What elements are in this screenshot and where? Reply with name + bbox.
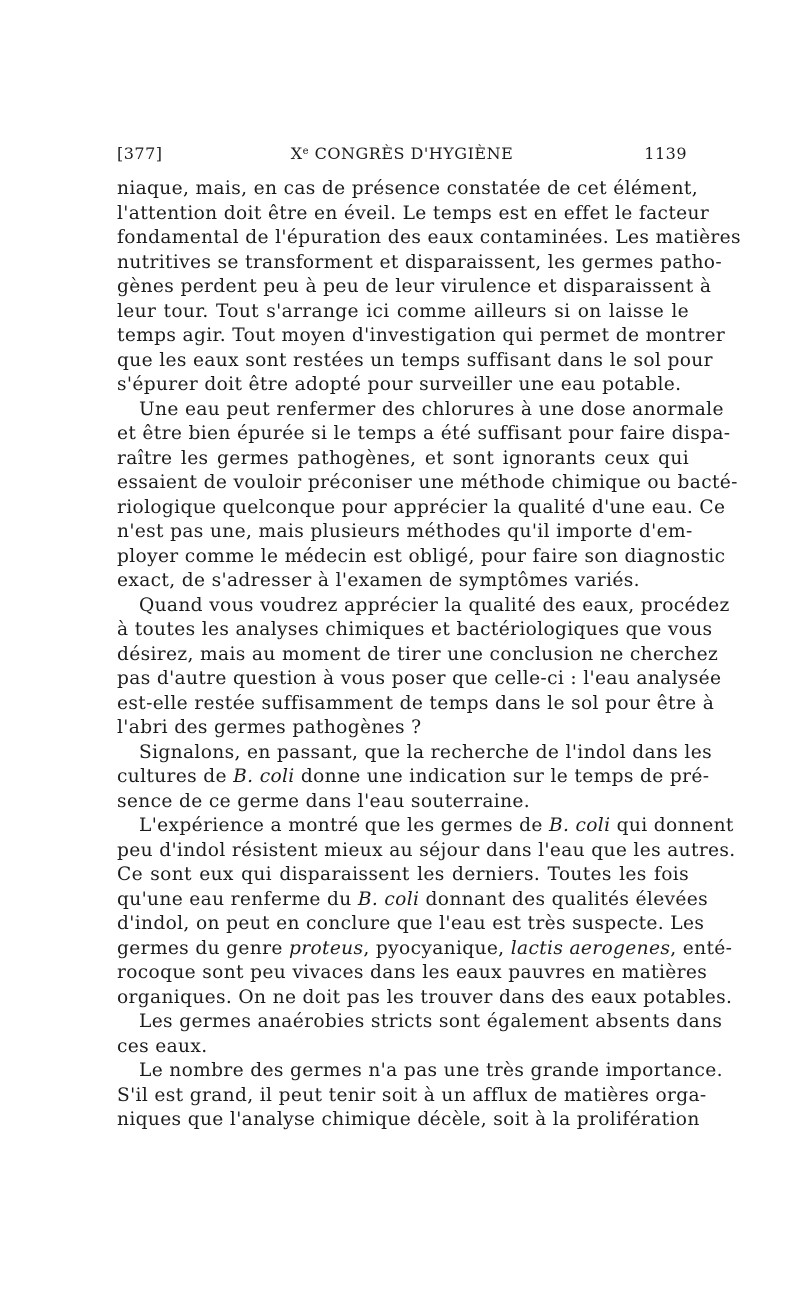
running-header [117, 144, 687, 168]
text-line: Signalons, en passant, que la recherche de l'indol dans les [139, 741, 712, 763]
body-text [117, 177, 741, 1133]
text-line: rocoque sont peu vivaces dans les eaux pauvres en matières [117, 962, 708, 983]
text-line: exact, de s'adresser à l'examen de symptômes variés. [117, 570, 640, 591]
text-line: n'est pas une, mais plusieurs méthodes qu'il importe d'em- [117, 521, 693, 542]
text-line: l'abri des germes pathogènes ? [117, 717, 422, 738]
text-line: ces eaux. [117, 1035, 208, 1057]
text-line: Le nombre des germes n'a pas une très grande importance. [139, 1060, 723, 1081]
running-title-text: CONGRÈS D'HYGIÈNE [309, 144, 514, 163]
text-line: Une eau peut renfermer des chlorures à une dose anormale [139, 398, 724, 420]
running-title-prefix: X [290, 144, 303, 163]
page-number: 1139 [644, 144, 687, 163]
text-line: Ce sont eux qui disparaissent les derniers. Toutes les fois [117, 864, 689, 885]
text-line: gènes perdent peu à peu de leur virulence et disparaissent à [117, 276, 712, 297]
text-line: leur tour. Tout s'arrange ici comme ailleurs si on laisse le [117, 300, 689, 322]
text-line: l'attention doit être en éveil. Le temps est en effet le facteur [117, 202, 710, 224]
text-line: et être bien épurée si le temps a été suffisant pour faire dispa- [117, 423, 731, 444]
text-line: désirez, mais au moment de tirer une conclusion ne cherchez [117, 643, 719, 665]
text-line: cultures de B. coli donne une indication sur le temps de pré- [117, 766, 710, 787]
text-line: essaient de vouloir préconiser une méthode chimique ou bacté- [117, 472, 738, 493]
bracket-page-number: [377] [117, 144, 163, 163]
text-line: S'il est grand, il peut tenir soit à un afflux de matières orga- [117, 1084, 707, 1106]
text-line: temps agir. Tout moyen d'investigation qui permet de montrer [117, 325, 726, 346]
text-line: ployer comme le médecin est obligé, pour faire son diagnostic [117, 545, 726, 567]
text-line: pas d'autre question à vous poser que celle-ci : l'eau analysée [117, 668, 722, 689]
text-line: qu'une eau renferme du B. coli donnant des qualités élevées [117, 888, 708, 910]
running-title-superscript: e [302, 146, 310, 157]
text-line: s'épurer doit être adopté pour surveiller une eau potable. [117, 374, 682, 395]
text-line: est-elle restée suffisamment de temps dans le sol pour être à [117, 692, 715, 714]
text-line: raître les germes pathogènes, et sont ignorants ceux qui [117, 447, 689, 469]
text-line: fondamental de l'épuration des eaux contaminées. Les matières [117, 227, 741, 248]
text-line: nutritives se transforment et disparaissent, les germes patho- [117, 251, 722, 273]
text-line: peu d'indol résistent mieux au séjour dans l'eau que les autres. [117, 839, 736, 861]
text-line: que les eaux sont restées un temps suffisant dans le sol pour [117, 349, 713, 371]
text-line: sence de ce germe dans l'eau souterraine. [117, 790, 531, 812]
text-line: à toutes les analyses chimiques et bactériologiques que vous [117, 619, 713, 640]
text-line: Quand vous voudrez apprécier la qualité des eaux, procédez [139, 594, 730, 616]
text-line: organiques. On ne doit pas les trouver dans des eaux potables. [117, 986, 733, 1008]
text-line: d'indol, on peut en conclure que l'eau est très suspecte. Les [117, 913, 705, 934]
text-line: niques que l'analyse chimique décèle, soit à la prolifération [117, 1109, 700, 1130]
text-line: niaque, mais, en cas de présence constatée de cet élément, [117, 178, 698, 199]
text-line: riologique quelconque pour apprécier la qualité d'une eau. Ce [117, 496, 726, 518]
text-line: L'expérience a montré que les germes de B. coli qui donnent [139, 815, 734, 836]
text-line: germes du genre proteus, pyocyanique, lactis aerogenes, enté- [117, 937, 733, 959]
text-line: Les germes anaérobies stricts sont également absents dans [139, 1011, 723, 1032]
running-title [117, 144, 687, 163]
